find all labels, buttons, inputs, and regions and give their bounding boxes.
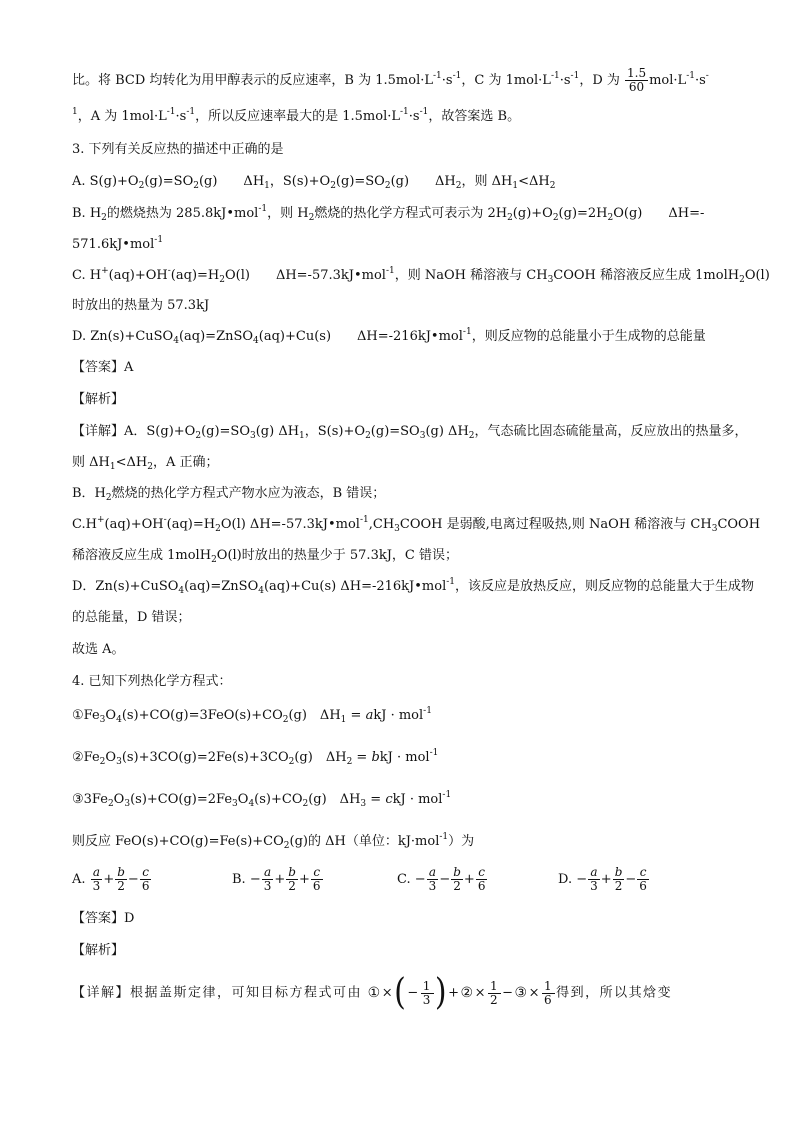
fraction bbox=[542, 980, 555, 1007]
operator: × bbox=[528, 985, 542, 1001]
fraction bbox=[476, 866, 488, 893]
numerator: b bbox=[453, 865, 461, 879]
text: ·s bbox=[559, 73, 571, 88]
text: 稀溶液反应生成 1molH bbox=[72, 548, 212, 563]
sub: 3 bbox=[124, 799, 131, 809]
text: A．S(g)+O bbox=[124, 424, 196, 439]
text: 571.6kJ•mol bbox=[72, 237, 155, 252]
answer-4 bbox=[72, 910, 134, 928]
sub: 2 bbox=[219, 275, 225, 285]
denominator: 2 bbox=[614, 879, 623, 893]
denominator: 6 bbox=[312, 879, 321, 893]
operator: − bbox=[576, 872, 588, 887]
numerator: c bbox=[637, 866, 649, 880]
denominator: 2 bbox=[453, 879, 461, 893]
fraction bbox=[637, 866, 649, 893]
text: (g)=SO bbox=[144, 174, 194, 189]
text: 的燃烧热为 285.8kJ•mol bbox=[106, 206, 259, 221]
option-label: D. bbox=[558, 872, 573, 887]
text: <ΔH bbox=[518, 174, 550, 189]
fraction bbox=[451, 866, 463, 893]
text: ① bbox=[367, 984, 382, 1001]
q4-option-b bbox=[232, 866, 324, 893]
sub: 2 bbox=[211, 555, 217, 565]
sub: 2 bbox=[468, 431, 475, 441]
explain-c-cont bbox=[72, 547, 458, 565]
denominator: 3 bbox=[263, 879, 272, 893]
explain-d bbox=[72, 578, 754, 596]
question-4 bbox=[72, 673, 232, 691]
text: ，则 H bbox=[267, 206, 309, 221]
sub: 4 bbox=[116, 715, 122, 725]
operator: − bbox=[249, 872, 261, 887]
text: COOH 是弱酸,电离过程吸热,则 NaOH 稀溶液与 CH bbox=[399, 517, 712, 532]
fraction bbox=[286, 866, 298, 893]
denominator: 60 bbox=[628, 80, 645, 94]
text: (aq)=ZnSO bbox=[184, 579, 259, 594]
text: ②Fe bbox=[72, 750, 100, 765]
numerator: c bbox=[140, 866, 152, 880]
sub: 2 bbox=[308, 213, 315, 223]
text: 3. 下列有关反应热的描述中正确的是 bbox=[72, 142, 284, 157]
sub: 4 bbox=[253, 336, 259, 346]
text: O bbox=[237, 792, 249, 807]
q4-option-d bbox=[558, 866, 650, 893]
operator: − bbox=[127, 872, 139, 887]
text: (g)=2H bbox=[558, 206, 608, 221]
text: c bbox=[385, 792, 393, 807]
sub: 2 bbox=[99, 757, 106, 767]
operator: − bbox=[414, 872, 426, 887]
text: B．H bbox=[72, 486, 106, 501]
text: (g)+O bbox=[512, 206, 553, 221]
operator: − bbox=[625, 872, 637, 887]
text: ·s bbox=[694, 73, 706, 88]
sub: 2 bbox=[330, 181, 336, 191]
text: 燃烧的热化学方程式产物水应为液态，B 错误； bbox=[111, 486, 386, 501]
sub: 2 bbox=[101, 213, 107, 223]
sub: 2 bbox=[107, 799, 114, 809]
text: kJ · mol bbox=[379, 750, 430, 765]
text: (g)的 ΔH（单位：kJ·mol bbox=[289, 834, 440, 849]
sup: -1 bbox=[423, 706, 432, 716]
text: ，则反应物的总能量小于生成物的总能量 bbox=[471, 329, 706, 344]
label: 【解析】 bbox=[72, 392, 125, 407]
text: O bbox=[113, 792, 125, 807]
text: ，A 正确； bbox=[152, 455, 219, 470]
sup: -1 bbox=[550, 71, 560, 81]
text: ，则 NaOH 稀溶液与 CH bbox=[394, 268, 548, 283]
text: C.H bbox=[72, 517, 97, 532]
analysis-label bbox=[72, 391, 124, 409]
denominator: 3 bbox=[428, 879, 437, 893]
q3-option-b bbox=[72, 205, 704, 223]
sub: 2 bbox=[105, 493, 112, 503]
sup: -1 bbox=[439, 832, 449, 842]
denominator: 3 bbox=[92, 879, 101, 893]
sup: + bbox=[101, 266, 109, 276]
text: 比。将 BCD 均转化为用甲醇表示的反应速率，B 为 1.5mol·L bbox=[72, 73, 433, 88]
operator: − bbox=[407, 985, 420, 1001]
text: ①Fe bbox=[72, 708, 100, 723]
sub: 2 bbox=[138, 181, 145, 191]
denominator: 6 bbox=[544, 992, 554, 1007]
fraction bbox=[427, 866, 439, 893]
denominator: 3 bbox=[590, 879, 598, 893]
denominator: 3 bbox=[422, 992, 432, 1007]
text: O bbox=[105, 708, 117, 723]
sub: 2 bbox=[365, 431, 371, 441]
explain-c bbox=[72, 516, 760, 534]
numerator: a bbox=[91, 866, 103, 880]
operator: + bbox=[103, 872, 115, 887]
label: 【详解】 bbox=[72, 424, 125, 439]
fraction bbox=[488, 980, 501, 1007]
sub: 2 bbox=[739, 275, 745, 285]
sup: -1 bbox=[186, 107, 196, 117]
q4-option-c bbox=[397, 866, 488, 893]
text: O(l) ΔH=-57.3kJ•mol bbox=[220, 517, 360, 532]
sub: 2 bbox=[215, 524, 221, 534]
text: (g)=SO bbox=[201, 424, 250, 439]
sub: 3 bbox=[711, 524, 718, 534]
sup: -1 bbox=[452, 71, 462, 81]
fraction bbox=[588, 866, 600, 893]
sup: -1 bbox=[359, 515, 369, 525]
numerator: a bbox=[427, 866, 439, 880]
explain-d-cont bbox=[72, 609, 191, 627]
sup: -1 bbox=[166, 107, 176, 117]
sub: 2 bbox=[147, 462, 153, 472]
sub: 2 bbox=[283, 841, 290, 851]
sub: 4 bbox=[248, 799, 255, 809]
text: a bbox=[365, 708, 374, 723]
text: 故选 A。 bbox=[72, 642, 125, 657]
numerator: a bbox=[588, 866, 600, 880]
text: 根据盖斯定律，可知目标方程式可由 bbox=[130, 985, 363, 1001]
sub: 2 bbox=[455, 181, 462, 191]
numerator: 1.5 bbox=[627, 66, 647, 80]
explain-q4 bbox=[72, 971, 673, 1014]
text: = bbox=[346, 708, 366, 723]
q4-question bbox=[72, 833, 474, 851]
sup: -1 bbox=[154, 235, 164, 245]
sub: 2 bbox=[302, 799, 309, 809]
label: 【答案】 bbox=[72, 360, 125, 375]
text: ③3Fe bbox=[72, 792, 108, 807]
text: ，所以反应速率最大的是 1.5mol·L bbox=[195, 109, 401, 124]
sup: + bbox=[96, 515, 105, 525]
text: COOH bbox=[717, 517, 761, 532]
q3-option-c-cont bbox=[72, 297, 209, 315]
analysis-label-2 bbox=[72, 942, 124, 960]
text: (aq)=ZnSO bbox=[178, 329, 254, 344]
text: ，气态硫比固态硫能量高，反应放出的热量多， bbox=[474, 424, 748, 439]
text: ,CH bbox=[368, 517, 395, 532]
answer-3 bbox=[72, 359, 133, 377]
denominator: 2 bbox=[288, 879, 296, 893]
text: (g) ΔH bbox=[390, 174, 456, 189]
sub: 3 bbox=[232, 799, 238, 809]
sub: 2 bbox=[384, 181, 391, 191]
fraction bbox=[140, 866, 152, 893]
numerator: 1 bbox=[422, 978, 432, 993]
text: (aq)+Cu(s) ΔH=-216kJ•mol bbox=[258, 329, 463, 344]
sub: 4 bbox=[258, 586, 264, 596]
text: kJ · mol bbox=[373, 708, 424, 723]
text: D. Zn(s)+CuSO bbox=[72, 329, 174, 344]
question-3 bbox=[72, 141, 284, 159]
fraction bbox=[311, 866, 323, 893]
text: 燃烧的热化学方程式可表示为 2H bbox=[314, 206, 508, 221]
operator: − bbox=[439, 872, 451, 887]
text: (s)+3CO(g)=2Fe(s)+3CO bbox=[121, 750, 289, 765]
operator: + bbox=[463, 872, 475, 887]
fraction bbox=[91, 866, 103, 893]
sub: 3 bbox=[116, 757, 122, 767]
sub: 2 bbox=[607, 213, 614, 223]
text: ）为 bbox=[448, 834, 475, 849]
numerator: a bbox=[262, 866, 274, 880]
sub: 2 bbox=[193, 181, 199, 191]
text: 则 ΔH bbox=[72, 455, 110, 470]
text: ，S(s)+O bbox=[269, 174, 331, 189]
paren: ( bbox=[394, 971, 408, 1014]
denominator: 2 bbox=[117, 879, 125, 893]
text: 则反应 FeO(s)+CO(g)=Fe(s)+CO bbox=[72, 834, 284, 849]
sub: 3 bbox=[99, 715, 106, 725]
text: 的总能量，D 错误； bbox=[72, 610, 191, 625]
text: (g) ΔH bbox=[198, 174, 265, 189]
text: O(l)时放出的热量少于 57.3kJ，C 错误； bbox=[216, 548, 459, 563]
numerator: 1 bbox=[490, 978, 500, 993]
text: mol·L bbox=[649, 73, 687, 88]
q4-options bbox=[72, 866, 732, 902]
text: O(l) ΔH=-57.3kJ•mol bbox=[224, 268, 386, 283]
text: (s)+CO bbox=[254, 792, 303, 807]
text: (g)=SO bbox=[335, 174, 385, 189]
fraction bbox=[421, 980, 434, 1007]
text-line bbox=[72, 108, 520, 126]
sup: -1 bbox=[446, 577, 456, 587]
text: 时放出的热量为 57.3kJ bbox=[72, 298, 210, 313]
equation-1 bbox=[72, 707, 432, 725]
equation-2 bbox=[72, 749, 438, 767]
text: <ΔH bbox=[115, 455, 148, 470]
sub: 3 bbox=[394, 524, 400, 534]
option-label: B. bbox=[232, 872, 246, 887]
fraction bbox=[613, 866, 625, 893]
text: ·s bbox=[175, 109, 187, 124]
sup: -1 bbox=[686, 71, 695, 81]
text: (g) ΔH bbox=[308, 792, 361, 807]
numerator: c bbox=[311, 866, 323, 880]
text: (g) ΔH bbox=[294, 750, 347, 765]
fraction bbox=[115, 866, 127, 893]
text: ，则 ΔH bbox=[461, 174, 513, 189]
denominator: 6 bbox=[477, 879, 486, 893]
sub: 2 bbox=[507, 213, 513, 223]
choose-line bbox=[72, 641, 125, 659]
text: ·s bbox=[441, 73, 453, 88]
sub: 3 bbox=[360, 799, 367, 809]
text: C. H bbox=[72, 268, 102, 283]
explain-b bbox=[72, 485, 385, 503]
label: 【解析】 bbox=[72, 943, 125, 958]
text: (aq)+OH bbox=[104, 517, 164, 532]
q4-option-a bbox=[72, 866, 152, 893]
text: O bbox=[105, 750, 117, 765]
sub: 1 bbox=[512, 181, 519, 191]
paren: ) bbox=[434, 971, 449, 1014]
option-label: A. bbox=[72, 872, 86, 887]
text: D．Zn(s)+CuSO bbox=[72, 579, 179, 594]
text: b bbox=[371, 750, 380, 765]
text: ，C 为 1mol·L bbox=[461, 73, 551, 88]
operator: + bbox=[274, 872, 286, 887]
label: 【详解】 bbox=[72, 985, 131, 1001]
sup: -1 bbox=[419, 107, 429, 117]
text: ，D 为 bbox=[579, 73, 620, 88]
sup: 1 bbox=[72, 107, 78, 117]
numerator: b bbox=[614, 865, 623, 879]
denominator: 2 bbox=[490, 992, 500, 1007]
q3-option-c bbox=[72, 267, 770, 285]
operator: − bbox=[502, 985, 515, 1001]
text: 得到，所以其焓变 bbox=[556, 985, 673, 1001]
option-label: C. bbox=[397, 872, 411, 887]
text: (s)+CO(g)=2Fe bbox=[130, 792, 233, 807]
operator: × bbox=[474, 985, 487, 1001]
text: (aq)=H bbox=[170, 268, 220, 283]
text: ，故答案选 B。 bbox=[428, 109, 521, 124]
text: (s)+CO(g)=3FeO(s)+CO bbox=[121, 708, 283, 723]
numerator: 1 bbox=[544, 978, 554, 993]
text: ③ bbox=[514, 984, 529, 1001]
sup: -1 bbox=[258, 204, 268, 214]
operator: × bbox=[381, 985, 395, 1001]
q3-option-b-cont bbox=[72, 236, 163, 254]
fraction bbox=[262, 866, 274, 893]
text: ，该反应是放热反应，则反应物的总能量大于生成物 bbox=[455, 579, 755, 594]
text: = bbox=[366, 792, 386, 807]
sup: - bbox=[167, 266, 171, 276]
text: D bbox=[124, 911, 135, 926]
operator: + bbox=[448, 985, 461, 1001]
text: (g) ΔH bbox=[255, 424, 300, 439]
equation-3 bbox=[72, 791, 451, 809]
q3-option-d bbox=[72, 328, 706, 346]
explain-a bbox=[72, 423, 748, 441]
text-line bbox=[72, 67, 709, 94]
text: 4. 已知下列热化学方程式： bbox=[72, 674, 232, 689]
denominator: 6 bbox=[639, 879, 647, 893]
text: ，S(s)+O bbox=[304, 424, 366, 439]
operator: + bbox=[600, 872, 612, 887]
sup: -1 bbox=[429, 748, 439, 758]
numerator: b bbox=[117, 865, 125, 879]
sub: 3 bbox=[547, 275, 554, 285]
sup: -1 bbox=[570, 71, 580, 81]
numerator: c bbox=[476, 866, 488, 880]
text: (aq)+OH bbox=[108, 268, 168, 283]
sup: -1 bbox=[462, 327, 472, 337]
text: COOH 稀溶液反应生成 1molH bbox=[553, 268, 740, 283]
numerator: b bbox=[288, 865, 296, 879]
sub: 2 bbox=[346, 757, 353, 767]
text: ·s bbox=[408, 109, 420, 124]
text: O(l) bbox=[744, 268, 770, 283]
sub: 1 bbox=[299, 431, 305, 441]
sup: -1 bbox=[433, 71, 442, 81]
text: = bbox=[352, 750, 372, 765]
text: B. H bbox=[72, 206, 102, 221]
text: O(g) ΔH=- bbox=[613, 206, 705, 221]
sub: 1 bbox=[264, 181, 270, 191]
sub: 1 bbox=[109, 462, 116, 472]
sub: 3 bbox=[249, 431, 256, 441]
text: (g) ΔH bbox=[425, 424, 469, 439]
operator: + bbox=[298, 872, 310, 887]
sup: -1 bbox=[385, 266, 395, 276]
sup: -1 bbox=[400, 107, 409, 117]
sub: 4 bbox=[178, 586, 185, 596]
text: A. S(g)+O bbox=[72, 174, 139, 189]
text: A bbox=[124, 360, 134, 375]
sub: 2 bbox=[282, 715, 289, 725]
text: (g)=SO bbox=[370, 424, 420, 439]
sup: - bbox=[163, 515, 167, 525]
explain-a-cont bbox=[72, 454, 218, 472]
sub: 2 bbox=[195, 431, 202, 441]
denominator: 6 bbox=[141, 879, 150, 893]
text: kJ · mol bbox=[392, 792, 443, 807]
sub: 2 bbox=[549, 181, 556, 191]
fraction bbox=[625, 67, 648, 94]
text: (aq)=H bbox=[166, 517, 216, 532]
sub: 1 bbox=[340, 715, 347, 725]
sup: - bbox=[705, 71, 709, 81]
sup: -1 bbox=[442, 790, 452, 800]
sub: 4 bbox=[173, 336, 179, 346]
text: ，A 为 1mol·L bbox=[77, 109, 167, 124]
text: ② bbox=[460, 984, 475, 1001]
text: (g) ΔH bbox=[288, 708, 341, 723]
label: 【答案】 bbox=[72, 911, 125, 926]
sub: 2 bbox=[552, 213, 559, 223]
q3-option-a bbox=[72, 173, 555, 191]
text: (aq)+Cu(s) ΔH=-216kJ•mol bbox=[263, 579, 447, 594]
sub: 3 bbox=[419, 431, 426, 441]
sub: 2 bbox=[288, 757, 295, 767]
